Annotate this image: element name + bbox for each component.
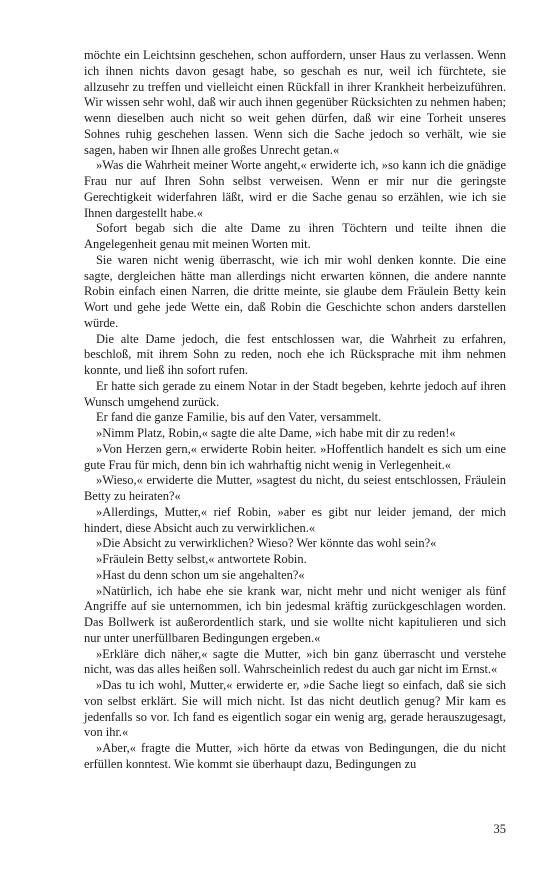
paragraph: »Hast du denn schon um sie angehalten?« xyxy=(96,567,305,582)
paragraph: »Von Herzen gern,« erwiderte Robin heiter. »Hoffentlich handelt es sich um eine gute Frau für mich, denn bin ich wahrhaftig nicht wenig in Verlegenheit.« xyxy=(84,441,506,472)
paragraph: »Aber,« fragte die Mutter, »ich hörte da etwas von Bedingungen, die du nicht erfüllen konntest. Wie kommt sie überhaupt dazu, Bedingungen zu xyxy=(84,741,506,771)
paragraph: Er fand die ganze Familie, bis auf den Vater, versammelt. xyxy=(96,410,382,425)
paragraph: »Erkläre dich näher,« sagte die Mutter, »ich bin ganz überrascht und verstehe nicht, was das alles heißen soll. Wahrscheinlich redest du auch gar nicht im Ernst.« xyxy=(84,646,506,677)
book-page xyxy=(84,48,506,773)
paragraph: Er hatte sich gerade zu einem Notar in der Stadt begeben, kehrte jedoch auf ihren Wunsch umgehend zurück. xyxy=(84,378,506,409)
body-text xyxy=(84,48,506,773)
paragraph: »Nimm Platz, Robin,« sagte die alte Dame, »ich habe mit dir zu reden!« xyxy=(96,426,456,440)
paragraph: »Allerdings, Mutter,« rief Robin, »aber es gibt nur leider jemand, der mich hindert, diese Absicht auch zu verwirklichen.« xyxy=(84,504,506,535)
paragraph: »Wieso,« erwiderte die Mutter, »sagtest du nicht, du seiest entschlossen, Fräulein Betty zu heiraten?« xyxy=(84,473,506,503)
page-number: 35 xyxy=(493,822,506,836)
paragraph: »Fräulein Betty selbst,« antwortete Robin. xyxy=(96,552,307,566)
paragraph: Sie waren nicht wenig überrascht, wie ich mir wohl denken konnte. Die eine sagte, dergleichen hätte man allerdings nicht erwarten können, die andere nannte Robin einfach einen Narren, die dritte meinte, sie glaube dem Fräulein Betty kein Wort und gehe jede Wette ein, daß Robin die Geschichte schon anders darstellen würde. xyxy=(84,252,506,330)
paragraph: »Die Absicht zu verwirklichen? Wieso? Wer könnte das wohl sein?« xyxy=(96,536,437,551)
paragraph: »Natürlich, ich habe ehe sie krank war, nicht mehr und nicht weniger als fünf Angriffe auf sie unternommen, ich bin jedesmal kräftig zurückgeschlagen worden. Das Bollwerk ist außerordentlich stark, und sie wollte nicht kapitulieren und sich nur unter unerfüllbaren Bedingungen ergeben.« xyxy=(84,583,506,645)
paragraph: Sofort begab sich die alte Dame zu ihren Töchtern und teilte ihnen die Angelegenheit genau mit meinen Worten mit. xyxy=(84,221,506,251)
paragraph: »Das tu ich wohl, Mutter,« erwiderte er, »die Sache liegt so einfach, daß sie sich von selbst erklärt. Sie will mich nicht. Ist das nicht deutlich genug? Mir kam es jedenfalls so vor. Ich fand es eigentlich sogar ein wenig arg, gerade herauszugesagt, von ihr.« xyxy=(84,678,506,740)
paragraph: möchte ein Leichtsinn geschehen, schon auffordern, unser Haus zu verlassen. Wenn ich ihnen nichts davon gesagt habe, so geschah es nur, weil ich fürchtete, sie allzusehr zu treffen und vielleicht einen Rückfall in ihrer Krankheit herbeizuführen. Wir wissen sehr wohl, daß wir auch ihnen gegenüber Rücksichten zu nehmen haben; wenn dieselben auch nicht so weit gehen dürfen, daß wir eine Torheit unseres Sohnes ruhig geschehen lassen. Wenn sich die Sache jedoch so verhält, wie sie sagen, haben wir Ihnen alle großes Unrecht getan.« xyxy=(84,48,506,157)
paragraph: Die alte Dame jedoch, die fest entschlossen war, die Wahrheit zu erfahren, beschloß, mit ihrem Sohn zu reden, noch ehe ich Rücksprache mit ihm nehmen konnte, und ließ ihn sofort rufen. xyxy=(84,331,506,377)
paragraph: »Was die Wahrheit meiner Worte angeht,« erwiderte ich, »so kann ich die gnädige Frau nur auf Ihren Sohn selbst verweisen. Wenn er mir nur die geringste Gerechtigkeit widerfahren läßt, wird er die Sache genau so erzählen, wie ich sie Ihnen dargestellt habe.« xyxy=(84,158,506,220)
